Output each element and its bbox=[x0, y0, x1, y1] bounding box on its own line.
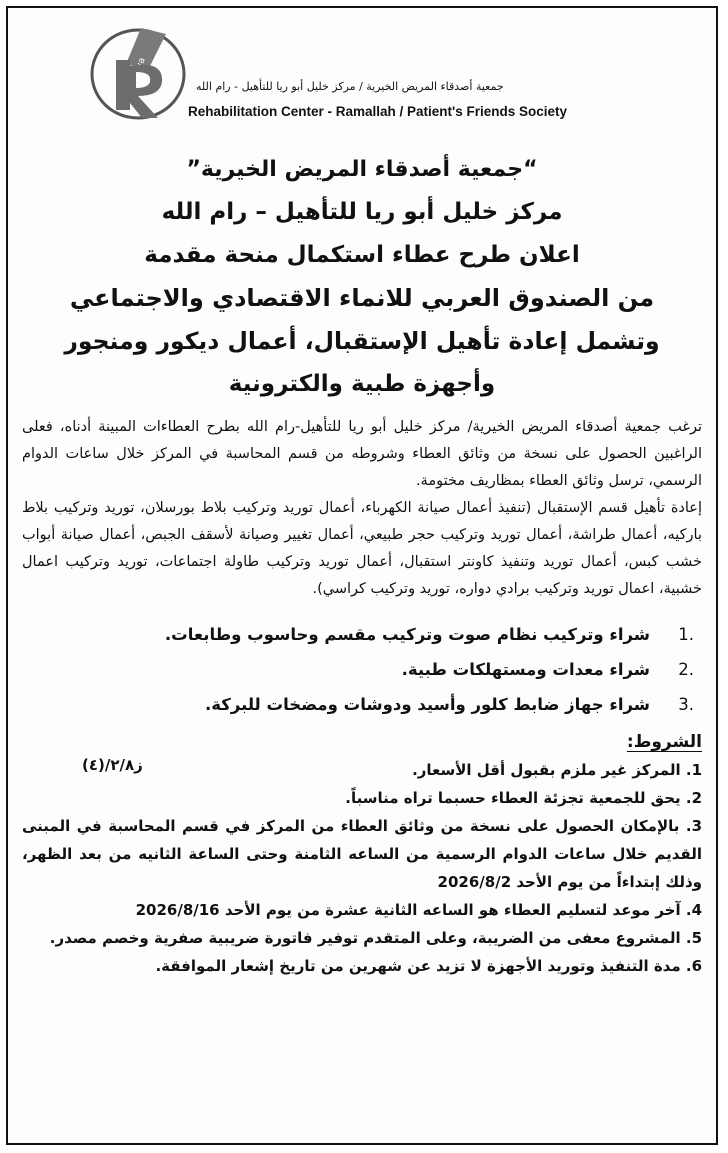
condition-item: 2. يحق للجمعية تجزئة العطاء حسبما تراه مناسباً. bbox=[345, 789, 702, 807]
title-block bbox=[8, 148, 716, 406]
list-item bbox=[18, 687, 694, 722]
title-fund: من الصندوق العربي للانماء الاقتصادي والاجتماعي bbox=[69, 284, 655, 312]
title-tender: اعلان طرح عطاء استكمال منحة مقدمة bbox=[144, 242, 580, 268]
reference-code: ز٢/٨/(٤) bbox=[82, 756, 143, 774]
logo-arabic-line: جمعية أصدقاء المريض الخيرية / مركز خليل أبو ريا للتأهيل - رام الله bbox=[196, 80, 504, 93]
item-text: شراء وتركيب نظام صوت وتركيب مقسم وحاسوب وطابعات. bbox=[164, 625, 650, 644]
condition-item: 1. المركز غير ملزم بقبول أقل الأسعار. bbox=[412, 761, 702, 779]
item-number: 1. bbox=[678, 625, 694, 644]
society-logo-icon bbox=[86, 16, 196, 126]
condition-item: 3. بالإمكان الحصول على نسخة من وثائق العطاء من المركز في قسم المحاسبة في المبنى القديم خلال ساعات الدوام الرسمية من الساعه الثامنة وحتى الساعة الثانيه من بعد الظهر، وذلك إبتداءاً من يوم الأحد 2026/8/2 bbox=[22, 817, 702, 891]
conditions-section bbox=[8, 722, 716, 980]
item-number: 3. bbox=[678, 695, 694, 714]
advertisement-frame bbox=[6, 6, 718, 1145]
title-center: مركز خليل أبو ريا للتأهيل – رام الله bbox=[161, 199, 563, 225]
item-text: شراء معدات ومستهلكات طبية. bbox=[401, 660, 650, 679]
body-text bbox=[8, 406, 716, 603]
condition-item: 4. آخر موعد لتسليم العطاء هو الساعه الثانية عشرة من يوم الأحد 2026/8/16 bbox=[135, 901, 702, 919]
title-society: “جمعية أصدقاء المريض الخيرية” bbox=[186, 157, 538, 182]
title-equipment: وأجهزة طبية والكترونية bbox=[228, 371, 496, 397]
list-item bbox=[18, 652, 694, 687]
title-scope: وتشمل إعادة تأهيل الإستقبال، أعمال ديكور ومنجور bbox=[64, 327, 660, 355]
intro-paragraph: ترغب جمعية أصدقاء المريض الخيرية/ مركز خليل أبو ريا للتأهيل-رام الله بطرح العطاءات المبينة أدناه، فعلى الراغبين الحصول على نسخة من وثائق العطاء وشروطه من قسم المحاسبة في المركز خلال ساعات الدوام الرسمي، ترسل وثائق العطاء بمظاريف مختومة. bbox=[22, 419, 702, 489]
conditions-heading: الشروط: bbox=[626, 732, 702, 752]
scope-paragraph: إعادة تأهيل قسم الإستقبال (تنفيذ أعمال صيانة الكهرباء، أعمال توريد وتركيب بلاط بورسلان، توريد وتركيب بلاط باركيه، أعمال طراشة، أعمال توريد وتركيب حجر طبيعي، أعمال تغيير وصيانة لأسقف الجبص، أعمال صيانة أبواب خشب كبس، أعمال توريد وتنفيذ كاونتر استقبال، أعمال توريد وتركيب طاولة اجتماعات، توريد وتركيب اعمال خشبية، اعمال توريد وتركيب برادي دواره، توريد وتركيب كراسي). bbox=[22, 500, 702, 597]
list-item bbox=[18, 617, 694, 652]
logo-english-line: Rehabilitation Center - Ramallah / Patient's Friends Society bbox=[188, 104, 568, 119]
header bbox=[8, 8, 716, 143]
tender-items-list bbox=[8, 617, 716, 722]
condition-item: 6. مدة التنفيذ وتوريد الأجهزة لا تزيد عن شهرين من تاريخ إشعار الموافقة. bbox=[155, 957, 702, 975]
item-number: 2. bbox=[678, 660, 694, 679]
condition-item: 5. المشروع معفى من الضريبة، وعلى المتقدم توفير فاتورة ضريبية صفرية وخصم مصدر. bbox=[49, 929, 702, 947]
item-text: شراء جهاز ضابط كلور وأسيد ودوشات ومضخات للبركة. bbox=[204, 695, 650, 714]
